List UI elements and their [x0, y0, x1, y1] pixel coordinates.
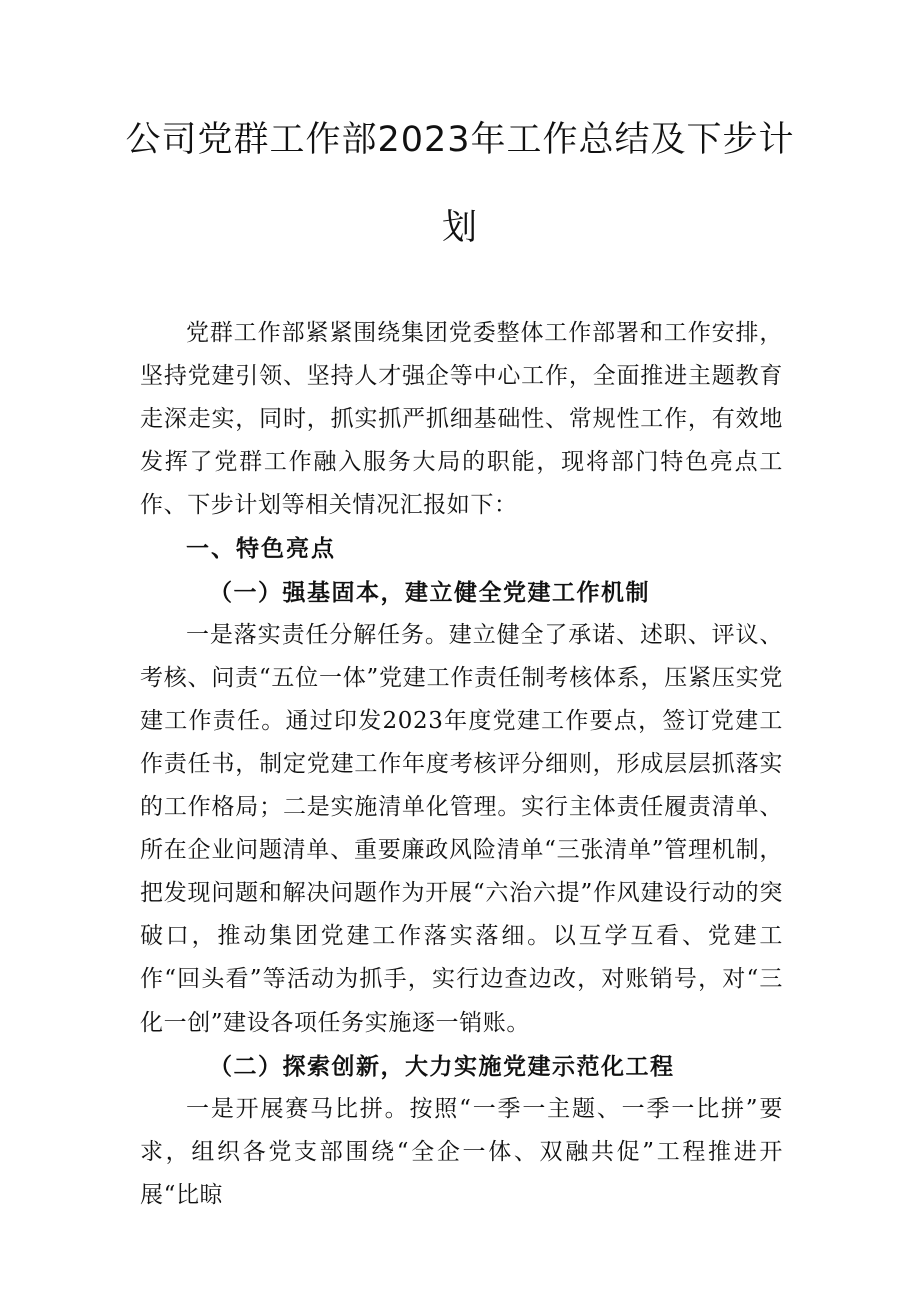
- subsection-2-paragraph: 一是开展赛马比拼。按照“一季一主题、一季一比拼”要求，组织各党支部围绕“全企一体、双融共促”工程推进开展“比晾: [140, 1095, 783, 1208]
- intro-paragraph: 党群工作部紧紧围绕集团党委整体工作部署和工作安排，坚持党建引领、坚持人才强企等中心工作，全面推进主题教育走深走实，同时，抓实抓严抓细基础性、常规性工作，有效地发挥了党群工作融入服务大局的职能，现将部门特色亮点工作、下步计划等相关情况汇报如下：: [140, 320, 783, 519]
- section-heading-highlights: 一、特色亮点: [186, 535, 336, 563]
- document-title-line-2: 划: [441, 208, 478, 248]
- subsection-heading-1: （一）强基固本，建立健全党建工作机制: [209, 578, 650, 606]
- subsection-1-paragraph: 一是落实责任分解任务。建立健全了承诺、述职、评议、考核、问责“五位一体”党建工作责任制考核体系，压紧压实党建工作责任。通过印发2023年度党建工作要点，签订党建工作责任书，制定党建工作年度考核评分细则，形成层层抓落实的工作格局；二是实施清单化管理。实行主体责任履责清单、所在企业问题清单、重要廉政风险清单“三张清单”管理机制，把发现问题和解决问题作为开展“六治六提”作风建设行动的突破口，推动集团党建工作落实落细。以互学互看、党建工作“回头看”等活动为抓手，实行边查边改，对账销号，对“三化一创”建设各项任务实施逐一销账。: [140, 621, 783, 1036]
- subsection-heading-2: （二）探索创新，大力实施党建示范化工程: [209, 1052, 675, 1080]
- document-title-line-1: 公司党群工作部2023年工作总结及下步计: [125, 120, 795, 160]
- document-body: [140, 312, 783, 1217]
